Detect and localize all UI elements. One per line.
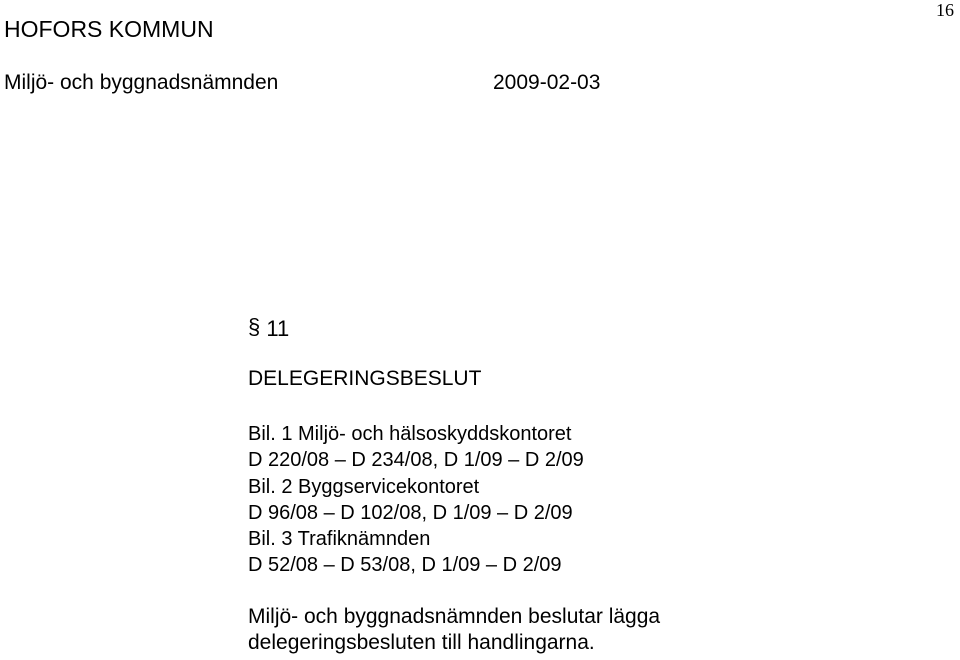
decision-line: delegeringsbesluten till handlingarna. (248, 631, 595, 654)
document-title: DELEGERINGSBESLUT (248, 367, 482, 390)
attachment-heading: Bil. 1 Miljö- och hälsoskyddskontoret (248, 423, 572, 445)
attachment-list (248, 421, 584, 579)
page-number: 16 (936, 0, 954, 20)
attachment-decisions: D 220/08 – D 234/08, D 1/09 – D 2/09 (248, 449, 584, 472)
section-number: 11 (266, 316, 290, 341)
attachment-heading: Bil. 3 Trafiknämnden (248, 528, 431, 551)
attachment-decisions: D 96/08 – D 102/08, D 1/09 – D 2/09 (248, 501, 573, 524)
section-heading (248, 316, 289, 342)
attachment-decisions: D 52/08 – D 53/08, D 1/09 – D 2/09 (248, 554, 562, 577)
board-name: Miljö- och byggnadsnämnden (4, 71, 279, 94)
decision-line: Miljö- och byggnadsnämnden beslutar lägga (248, 605, 661, 628)
attachment-heading: Bil. 2 Byggservicekontoret (248, 475, 480, 498)
meeting-date: 2009-02-03 (493, 71, 601, 94)
organization-name: HOFORS KOMMUN (4, 16, 214, 42)
section-sign: § (248, 314, 261, 339)
decision-text (248, 604, 660, 656)
